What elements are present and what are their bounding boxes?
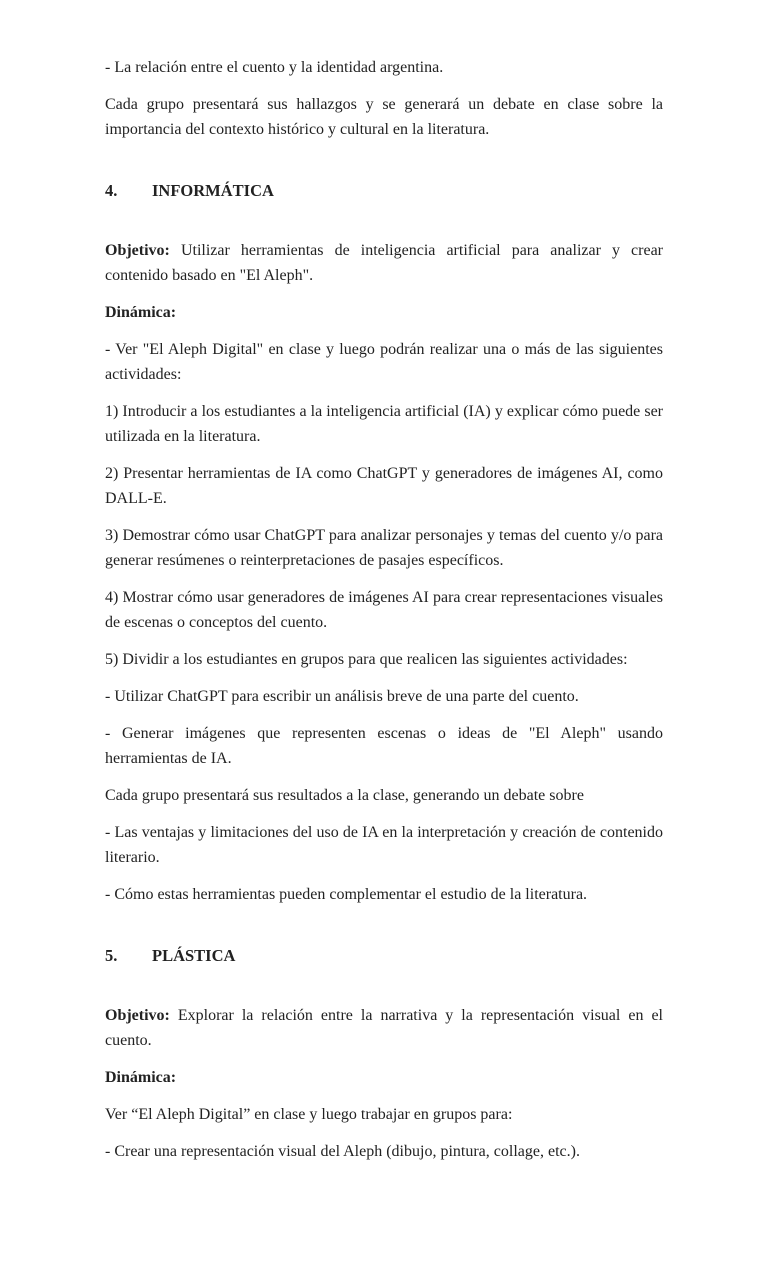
activity-item-3: 3) Demostrar cómo usar ChatGPT para analizar personajes y temas del cuento y/o para generar resúmenes o reinterpretaciones de pasajes específicos. (105, 527, 663, 569)
objetivo-text: Explorar la relación entre la narrativa y la representación visual en el cuento. (105, 1007, 663, 1049)
paragraph-ver-aleph-grupos: Ver “El Aleph Digital” en clase y luego trabajar en grupos para: (105, 1106, 513, 1123)
section-number: 5. (105, 946, 118, 965)
paragraph-objetivo-informatica (105, 238, 663, 288)
dinamica-label-plastica: Dinámica: (105, 1069, 177, 1086)
objetivo-label: Objetivo: (105, 242, 170, 259)
bullet-utilizar-chatgpt: - Utilizar ChatGPT para escribir un análisis breve de una parte del cuento. (105, 688, 579, 705)
section-heading-plastica (105, 943, 663, 969)
bullet-crear-representacion: - Crear una representación visual del Aleph (dibujo, pintura, collage, etc.). (105, 1143, 580, 1160)
objetivo-label: Objetivo: (105, 1007, 170, 1024)
section-number: 4. (105, 181, 118, 200)
paragraph-resultados-clase: Cada grupo presentará sus resultados a la clase, generando un debate sobre (105, 787, 584, 804)
dinamica-label-informatica: Dinámica: (105, 304, 177, 321)
bullet-complementar-estudio: - Cómo estas herramientas pueden complementar el estudio de la literatura. (105, 886, 588, 903)
section-title: INFORMÁTICA (152, 181, 274, 200)
activity-item-4: 4) Mostrar cómo usar generadores de imágenes AI para crear representaciones visuales de escenas o conceptos del cuento. (105, 589, 663, 631)
objetivo-text: Utilizar herramientas de inteligencia artificial para analizar y crear contenido basado en "El Aleph". (105, 242, 664, 284)
section-title: PLÁSTICA (152, 946, 236, 965)
section-heading-informatica (105, 178, 663, 204)
paragraph-objetivo-plastica (105, 1003, 663, 1053)
activity-item-5: 5) Dividir a los estudiantes en grupos para que realicen las siguientes actividades: (105, 651, 628, 668)
bullet-generar-imagenes: - Generar imágenes que representen escenas o ideas de "El Aleph" usando herramientas de IA. (105, 725, 663, 767)
paragraph-ver-aleph-digital: - Ver "El Aleph Digital" en clase y luego podrán realizar una o más de las siguientes actividades: (105, 341, 663, 383)
bullet-ventajas-limitaciones: - Las ventajas y limitaciones del uso de IA en la interpretación y creación de contenido literario. (105, 824, 663, 866)
activity-item-2: 2) Presentar herramientas de IA como ChatGPT y generadores de imágenes AI, como DALL-E. (105, 465, 663, 507)
activity-item-1: 1) Introducir a los estudiantes a la inteligencia artificial (IA) y explicar cómo puede ser utilizada en la literatura. (105, 403, 663, 445)
paragraph-debate-contexto: Cada grupo presentará sus hallazgos y se generará un debate en clase sobre la importancia del contexto histórico y cultural en la literatura. (105, 96, 663, 138)
paragraph-relacion-identidad: - La relación entre el cuento y la identidad argentina. (105, 59, 444, 76)
